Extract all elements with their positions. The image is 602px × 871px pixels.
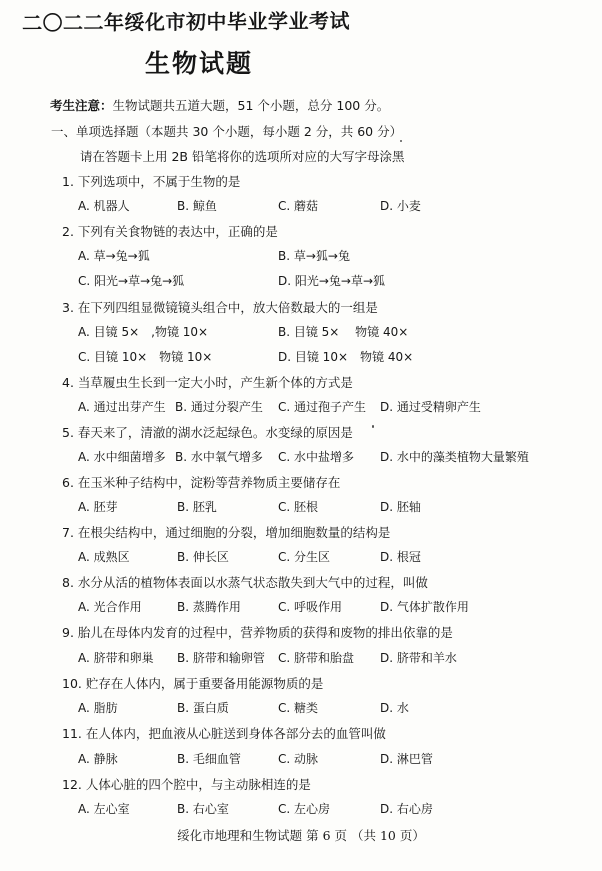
answer-option: D. 阳光→兔→草→狐 (278, 274, 386, 288)
answer-option: C. 动脉 (278, 752, 319, 766)
section-heading: 一、单项选择题（本题共 30 个小题，每小题 2 分，共 60 分） (51, 124, 403, 139)
question-stem: 3. 在下列四组显微镜镜头组合中，放大倍数最大的一组是 (62, 300, 378, 315)
answer-option: B. 草→狐→兔 (278, 249, 350, 263)
question-stem: 12. 人体心脏的四个腔中，与主动脉相连的是 (62, 777, 311, 792)
answer-option: C. 蘑菇 (278, 199, 319, 213)
answer-option: A. 成熟区 (78, 550, 130, 564)
scan-speck (372, 425, 374, 428)
notice-text: 生物试题共五道大题，51 个小题，总分 100 分。 (112, 98, 390, 113)
answer-option: A. 机器人 (78, 199, 130, 213)
answer-option: B. 鲸鱼 (177, 199, 217, 213)
answer-option: D. 目镜 10× 物镜 40× (278, 350, 414, 364)
answer-option: A. 左心室 (78, 802, 130, 816)
answer-option: D. 淋巴管 (380, 752, 433, 766)
page-footer: 绥化市地理和生物试题 第 6 页 （共 10 页） (177, 828, 425, 843)
answer-option: B. 脐带和输卵管 (177, 651, 265, 665)
answer-option: D. 右心房 (380, 802, 433, 816)
answer-option: B. 右心室 (177, 802, 229, 816)
answer-option: A. 胚芽 (78, 500, 118, 514)
answer-option: B. 毛细血管 (177, 752, 241, 766)
answer-option: C. 通过孢子产生 (278, 400, 367, 414)
answer-option: C. 左心房 (278, 802, 331, 816)
question-stem: 2. 下列有关食物链的表达中，正确的是 (62, 224, 278, 239)
answer-option: A. 脐带和卵巢 (78, 651, 154, 665)
answer-option: B. 伸长区 (177, 550, 229, 564)
answer-option: C. 阳光→草→兔→狐 (78, 274, 185, 288)
answer-option: D. 脐带和羊水 (380, 651, 457, 665)
answer-option: C. 水中盐增多 (278, 450, 355, 464)
answer-option: C. 脐带和胎盘 (278, 651, 355, 665)
answer-option: A. 草→兔→狐 (78, 249, 150, 263)
question-stem: 4. 当草履虫生长到一定大小时，产生新个体的方式是 (62, 375, 353, 390)
answer-option: B. 胚乳 (177, 500, 217, 514)
question-stem: 5. 春天来了，清澈的湖水泛起绿色。水变绿的原因是 (62, 425, 353, 440)
question-stem: 10. 贮存在人体内，属于重要备用能源物质的是 (62, 676, 324, 691)
answer-option: C. 胚根 (278, 500, 319, 514)
answer-option: A. 静脉 (78, 752, 118, 766)
answer-option: D. 气体扩散作用 (380, 600, 469, 614)
question-stem: 7. 在根尖结构中，通过细胞的分裂，增加细胞数量的结构是 (62, 525, 391, 540)
answer-option: D. 小麦 (380, 199, 421, 213)
answer-option: C. 分生区 (278, 550, 331, 564)
answer-option: A. 通过出芽产生 (78, 400, 166, 414)
question-stem: 11. 在人体内，把血液从心脏送到身体各部分去的血管叫做 (62, 726, 386, 741)
question-stem: 8. 水分从活的植物体表面以水蒸气状态散失到大气中的过程，叫做 (62, 575, 428, 590)
scan-speck (400, 140, 402, 142)
question-stem: 9. 胎儿在母体内发育的过程中，营养物质的获得和废物的排出依靠的是 (62, 625, 453, 640)
question-stem: 1. 下列选项中，不属于生物的是 (62, 174, 241, 189)
answer-option: A. 光合作用 (78, 600, 142, 614)
answer-option: C. 目镜 10× 物镜 10× (78, 350, 213, 364)
exam-title: 二〇二二年绥化市初中毕业学业考试 (21, 8, 351, 36)
subject-title: 生物试题 (145, 49, 254, 78)
answer-option: B. 水中氧气增多 (175, 450, 263, 464)
answer-option: D. 根冠 (380, 550, 421, 564)
answer-option: C. 呼吸作用 (278, 600, 343, 614)
section-instruction: 请在答题卡上用 2B 铅笔将你的选项所对应的大写字母涂黑 (80, 149, 405, 164)
answer-option: B. 目镜 5× 物镜 40× (278, 325, 409, 339)
answer-option: A. 脂肪 (78, 701, 118, 715)
answer-option: D. 通过受精卵产生 (380, 400, 481, 414)
answer-option: C. 糖类 (278, 701, 319, 715)
answer-option: D. 水中的藻类植物大量繁殖 (380, 450, 529, 464)
answer-option: A. 目镜 5× ,物镜 10× (78, 325, 209, 339)
notice-label: 考生注意： (50, 98, 113, 113)
candidate-notice (50, 96, 389, 114)
answer-option: B. 蛋白质 (177, 701, 229, 715)
answer-option: D. 水 (380, 701, 409, 715)
question-stem: 6. 在玉米种子结构中，淀粉等营养物质主要储存在 (62, 475, 341, 490)
answer-option: B. 蒸腾作用 (177, 600, 241, 614)
answer-option: A. 水中细菌增多 (78, 450, 166, 464)
answer-option: D. 胚轴 (380, 500, 421, 514)
answer-option: B. 通过分裂产生 (175, 400, 263, 414)
